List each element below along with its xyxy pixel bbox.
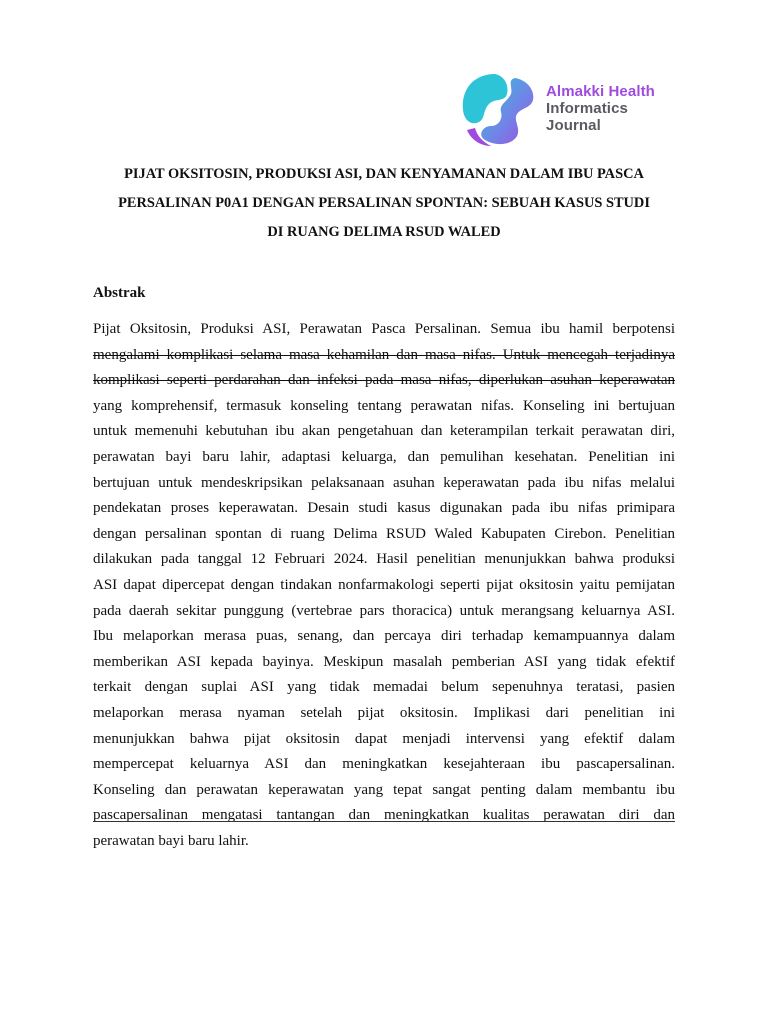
abstract-line: komplikasi seperti perdarahan dan infeksi pada masa nifas, diperlukan asuhan keperawatan <box>93 372 675 389</box>
abstract-line: terkait dengan suplai ASI yang tidak memadai belum sepenuhnya teratasi, pasien <box>93 679 675 696</box>
abstract-line: pada daerah sekitar punggung (vertebrae pars thoracica) untuk merangsang keluarnya ASI. <box>93 602 675 619</box>
article-title <box>93 160 675 247</box>
horizontal-rule <box>93 821 675 822</box>
abstract-line: yang komprehensif, termasuk konseling tentang perawatan nifas. Konseling ini bertujuan <box>93 397 675 414</box>
abstract-line: menunjukkan bahwa pijat oksitosin dapat menjadi intervensi yang efektif dalam <box>93 730 675 747</box>
abstract-line: ASI dapat dipercepat dengan tindakan nonfarmakologi seperti pijat oksitosin yaitu pemijatan <box>93 576 675 593</box>
abstract-line: perawatan bayi baru lahir. <box>93 832 249 849</box>
abstract-line: perawatan bayi baru lahir, adaptasi keluarga, dan pemulihan kesehatan. Penelitian ini <box>93 448 675 465</box>
abstract-heading: Abstrak <box>93 285 146 301</box>
abstract-line: pendekatan proses keperawatan. Desain studi kasus digunakan pada ibu nifas primipara <box>93 500 675 517</box>
abstract-line: Pijat Oksitosin, Produksi ASI, Perawatan Pasca Persalinan. Semua ibu hamil berpotensi <box>93 321 675 337</box>
logo-mark-icon <box>455 68 545 148</box>
abstract-line: memberikan ASI kepada bayinya. Meskipun masalah pemberian ASI yang tidak efektif <box>93 653 675 670</box>
logo-text-line1: Almakki Health <box>546 83 655 100</box>
abstract-line: Konseling dan perawatan keperawatan yang tepat sangat penting dalam membantu ibu <box>93 781 675 798</box>
abstract-line: mengalami komplikasi selama masa kehamilan dan masa nifas. Untuk mencegah terjadinya <box>93 346 675 363</box>
logo-text-line3: Journal <box>546 117 601 134</box>
logo-text-line2: Informatics <box>546 100 628 117</box>
abstract-line: mempercepat keluarnya ASI dan meningkatkan kesejahteraan ibu pascapersalinan. <box>93 756 675 773</box>
journal-logo <box>455 68 685 148</box>
abstract-line: pascapersalinan mengatasi tantangan dan meningkatkan kualitas perawatan diri dan <box>93 807 675 824</box>
abstract-line: melaporkan merasa nyaman setelah pijat oksitosin. Implikasi dari penelitian ini <box>93 704 675 721</box>
title-line-2: PERSALINAN P0A1 DENGAN PERSALINAN SPONTAN: SEBUAH KASUS STUDI <box>118 195 650 211</box>
abstract-line: Ibu melaporkan merasa puas, senang, dan percaya diri terhadap kemampuannya dalam <box>93 628 675 645</box>
abstract-line: dengan persalinan spontan di ruang Delima RSUD Waled Kabupaten Cirebon. Penelitian <box>93 525 675 542</box>
abstract-line: bertujuan untuk mendeskripsikan pelaksanaan asuhan keperawatan pada ibu nifas melalui <box>93 474 675 491</box>
title-line-3: DI RUANG DELIMA RSUD WALED <box>267 224 501 240</box>
abstract-line: dilakukan pada tanggal 12 Februari 2024. Hasil penelitian menunjukkan bahwa produksi <box>93 551 675 568</box>
title-line-1: PIJAT OKSITOSIN, PRODUKSI ASI, DAN KENYAMANAN DALAM IBU PASCA <box>124 166 644 182</box>
abstract-line: untuk memenuhi kebutuhan ibu akan pengetahuan dan keterampilan terkait perawatan diri, <box>93 423 675 440</box>
abstract-body <box>93 317 675 854</box>
